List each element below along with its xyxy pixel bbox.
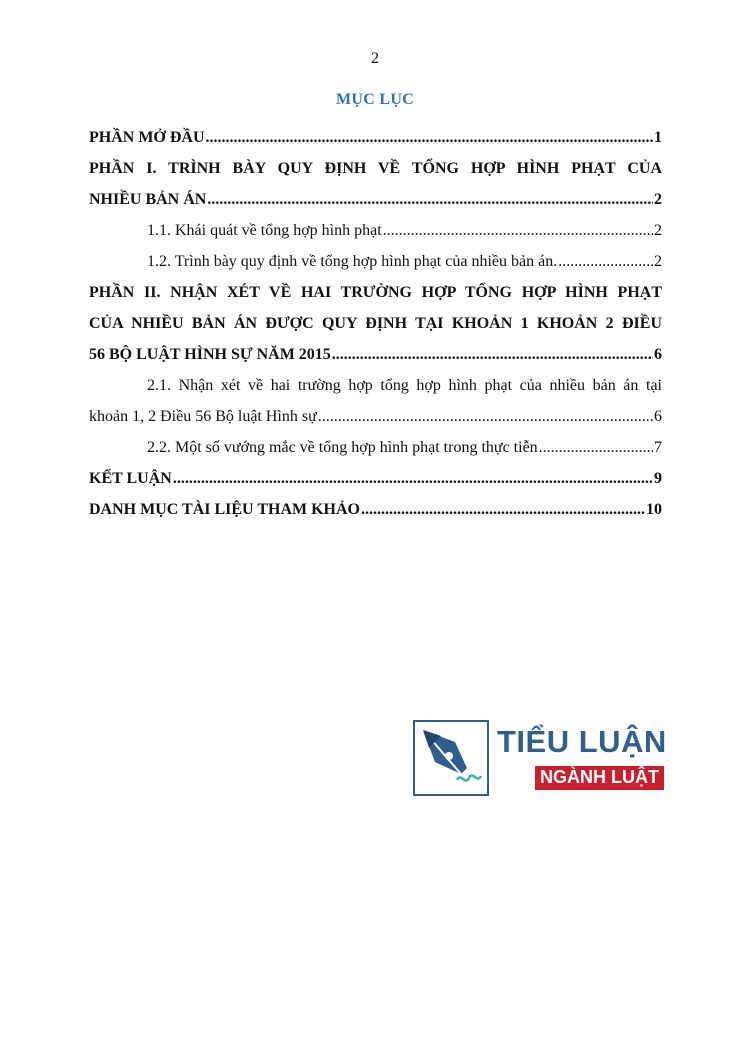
dot-leader [173,463,653,494]
toc-entry[interactable] [89,463,662,494]
toc-entry-text: DANH MỤC TÀI LIỆU THAM KHẢO [89,501,360,518]
toc-entry-text: CỦA NHIỀU BẢN ÁN ĐƯỢC QUY ĐỊNH TẠI KHOẢN 1 KHOẢN 2 ĐIỀU [89,315,662,332]
toc-entry-text: 2.2. Một số vướng mắc về tổng hợp hình phạt trong thực tiễn [147,439,538,456]
toc-entry[interactable] [89,215,662,246]
toc-entry-text: PHẦN I. TRÌNH BÀY QUY ĐỊNH VỀ TỔNG HỢP HÌNH PHẠT CỦA [89,160,662,177]
toc-entry[interactable] [89,432,662,463]
toc-page-number: 7 [654,439,662,456]
toc-entry[interactable] [89,153,662,215]
dot-leader [332,339,653,370]
toc-entry-text: KẾT LUẬN [89,470,172,487]
toc-entry[interactable] [89,494,662,525]
toc-entry-text: 1.2. Trình bày quy định về tổng hợp hình phạt của nhiều bản án. [147,253,558,270]
dot-leader [206,122,653,153]
dot-leader [207,184,653,215]
toc-entry-text: 1.1. Khái quát về tổng hợp hình phạt [147,222,382,239]
toc-page-number: 2 [654,191,662,208]
logo-title: TIỂU LUẬN [497,724,667,759]
toc-entry-text: NHIỀU BẢN ÁN [89,191,207,208]
toc-page-number: 2 [654,222,662,239]
toc-entry-text: 56 BỘ LUẬT HÌNH SỰ NĂM 2015 [89,346,331,363]
dot-leader [318,401,653,432]
toc-page-number: 6 [654,408,662,425]
toc-page-number: 2 [654,253,662,270]
table-of-contents [89,122,662,525]
fountain-pen-icon [413,720,489,796]
logo-subtitle: NGÀNH LUẬT [535,766,664,790]
toc-title: MỤC LỤC [335,91,415,108]
dot-leader [539,432,653,463]
page-number: 2 [371,50,379,67]
dot-leader [361,494,645,525]
logo [413,720,667,798]
toc-entry[interactable] [89,246,662,277]
toc-entry[interactable] [89,370,662,432]
dot-leader [383,215,653,246]
dot-leader [558,246,653,277]
toc-entry[interactable] [89,277,662,370]
toc-entry-text: PHẦN II. NHẬN XÉT VỀ HAI TRƯỜNG HỢP TỔNG HỢP HÌNH PHẠT [89,284,662,301]
toc-page-number: 10 [646,501,662,518]
toc-page-number: 6 [654,346,662,363]
toc-entry-text: 2.1. Nhận xét về hai trường hợp tổng hợp hình phạt của nhiều bản án tại [147,377,662,394]
toc-page-number: 9 [654,470,662,487]
toc-entry-text: PHẦN MỞ ĐẦU [89,129,205,146]
toc-entry[interactable] [89,122,662,153]
toc-entry-text: khoản 1, 2 Điều 56 Bộ luật Hình sự [89,408,317,425]
toc-page-number: 1 [654,129,662,146]
